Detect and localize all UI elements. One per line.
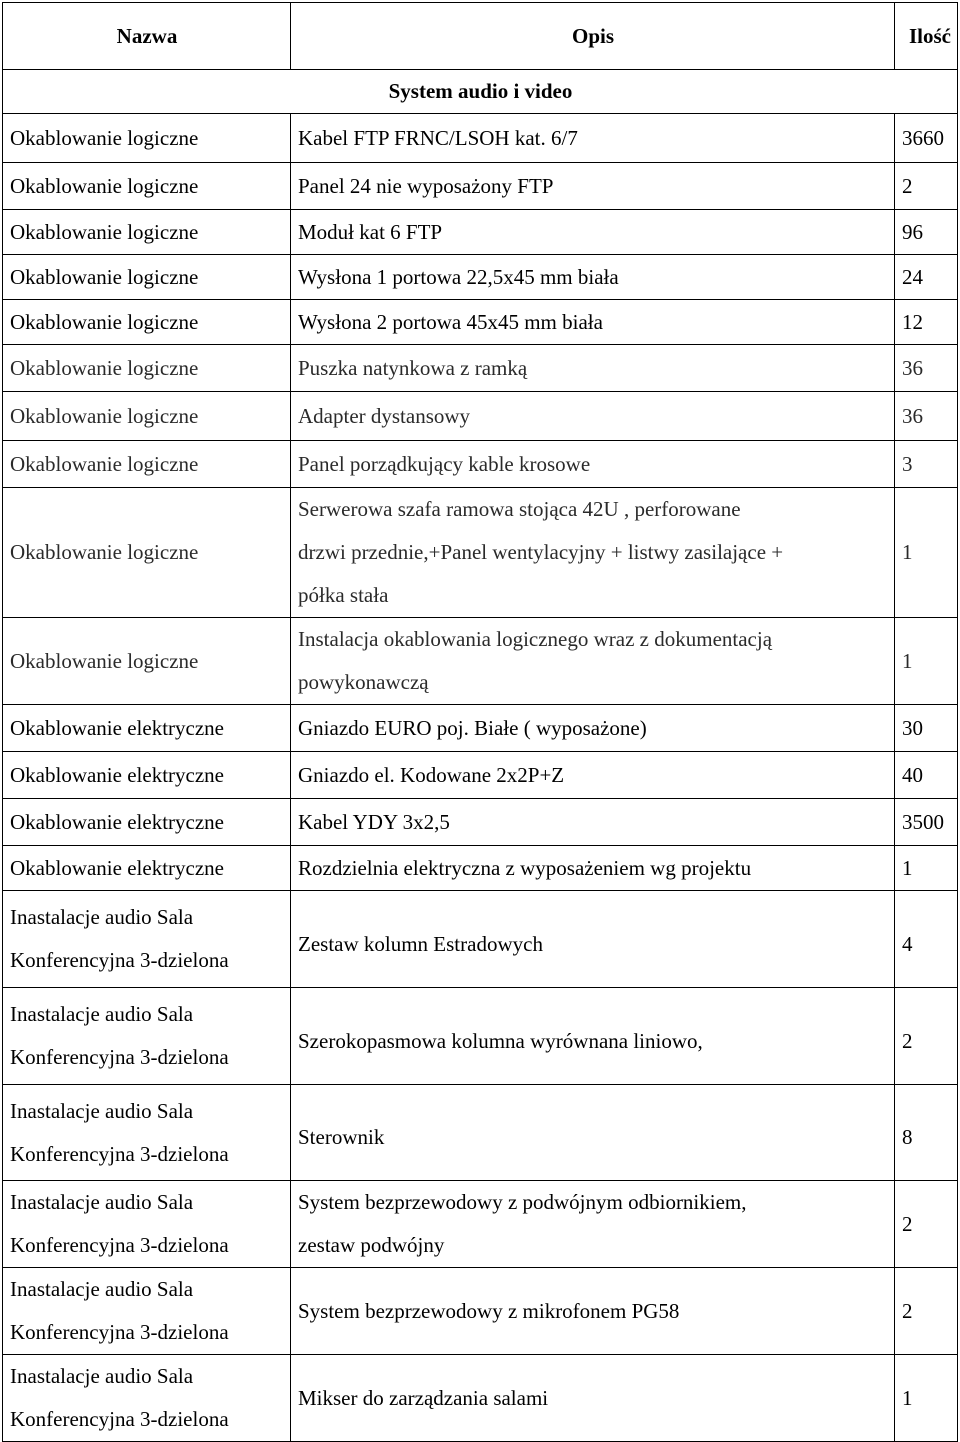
item-description <box>291 488 895 618</box>
column-header-quantity: Ilość <box>895 3 958 70</box>
item-description: Szerokopasmowa kolumna wyrównana liniowo, <box>291 988 895 1085</box>
name-line: Konferencyjna 3-dzielona <box>10 1320 229 1344</box>
item-quantity: 30 <box>895 705 958 752</box>
item-description: Mikser do zarządzania salami <box>291 1355 895 1442</box>
name-line: Inastalacje audio Sala <box>10 1098 194 1123</box>
item-quantity: 3 <box>895 441 958 488</box>
item-name <box>3 891 291 988</box>
item-name: Okablowanie logiczne <box>3 163 291 210</box>
item-quantity: 1 <box>895 488 958 618</box>
item-name: Okablowanie logiczne <box>3 255 291 300</box>
item-description: Gniazdo EURO poj. Białe ( wyposażone) <box>291 705 895 752</box>
table-row <box>3 891 958 988</box>
item-quantity: 2 <box>895 988 958 1085</box>
item-quantity: 24 <box>895 255 958 300</box>
item-name: Okablowanie logiczne <box>3 488 291 618</box>
item-quantity: 12 <box>895 300 958 345</box>
item-description: Puszka natynkowa z ramką <box>291 345 895 392</box>
item-name: Okablowanie elektryczne <box>3 799 291 846</box>
item-quantity: 4 <box>895 891 958 988</box>
item-quantity: 1 <box>895 618 958 705</box>
item-name <box>3 1268 291 1355</box>
name-line: Konferencyjna 3-dzielona <box>10 1407 229 1431</box>
name-line: Konferencyjna 3-dzielona <box>10 1045 229 1069</box>
description-line: drzwi przednie,+Panel wentylacyjny + listwy zasilające + <box>298 540 784 564</box>
item-name <box>3 1181 291 1268</box>
item-name <box>3 1085 291 1181</box>
column-header-description: Opis <box>291 3 895 70</box>
item-quantity: 1 <box>895 1355 958 1442</box>
item-description: Rozdzielnia elektryczna z wyposażeniem wg projektu <box>291 846 895 891</box>
table-row <box>3 705 958 752</box>
name-line: Inastalacje audio Sala <box>10 1277 194 1301</box>
item-description: Sterownik <box>291 1085 895 1181</box>
table-row <box>3 114 958 163</box>
item-name: Okablowanie logiczne <box>3 210 291 255</box>
item-name: Okablowanie elektryczne <box>3 705 291 752</box>
item-name: Okablowanie logiczne <box>3 345 291 392</box>
item-quantity: 40 <box>895 752 958 799</box>
item-description: System bezprzewodowy z mikrofonem PG58 <box>291 1268 895 1355</box>
item-description: Zestaw kolumn Estradowych <box>291 891 895 988</box>
name-line: Inastalacje audio Sala <box>10 1002 194 1026</box>
section-title: System audio i video <box>3 70 958 114</box>
item-description: Moduł kat 6 FTP <box>291 210 895 255</box>
name-line: Konferencyjna 3-dzielona <box>10 948 229 972</box>
header-row <box>3 3 958 70</box>
item-quantity: 3660 <box>895 114 958 163</box>
item-description: Panel porządkujący kable krosowe <box>291 441 895 488</box>
table-row <box>3 163 958 210</box>
table-row <box>3 1268 958 1355</box>
item-name: Okablowanie logiczne <box>3 300 291 345</box>
specification-table <box>2 2 958 1442</box>
item-name: Okablowanie logiczne <box>3 392 291 441</box>
name-line: Inastalacje audio Sala <box>10 1190 194 1214</box>
name-line: Inastalacje audio Sala <box>10 905 194 929</box>
table-row <box>3 441 958 488</box>
item-quantity: 2 <box>895 1268 958 1355</box>
description-line: Instalacja okablowania logicznego wraz z dokumentacją <box>298 627 773 651</box>
item-name <box>3 1355 291 1442</box>
item-description: Gniazdo el. Kodowane 2x2P+Z <box>291 752 895 799</box>
item-description: Kabel FTP FRNC/LSOH kat. 6/7 <box>291 114 895 163</box>
table-row <box>3 618 958 705</box>
item-quantity: 2 <box>895 1181 958 1268</box>
table-row <box>3 1085 958 1181</box>
name-line: Konferencyjna 3-dzielona <box>10 1233 229 1257</box>
description-line: Serwerowa szafa ramowa stojąca 42U , perforowane <box>298 497 741 521</box>
item-quantity: 2 <box>895 163 958 210</box>
item-name: Okablowanie logiczne <box>3 441 291 488</box>
item-description: Adapter dystansowy <box>291 392 895 441</box>
table-row <box>3 300 958 345</box>
description-line: powykonawczą <box>298 670 429 694</box>
item-quantity: 3500 <box>895 799 958 846</box>
item-description: Wysłona 2 portowa 45x45 mm biała <box>291 300 895 345</box>
table-row <box>3 1355 958 1442</box>
item-name <box>3 988 291 1085</box>
description-line: zestaw podwójny <box>298 1233 445 1257</box>
item-name: Okablowanie elektryczne <box>3 752 291 799</box>
item-description: Panel 24 nie wyposażony FTP <box>291 163 895 210</box>
table-row <box>3 345 958 392</box>
column-header-name: Nazwa <box>3 3 291 70</box>
name-line: Inastalacje audio Sala <box>10 1364 194 1388</box>
item-description: Wysłona 1 portowa 22,5x45 mm biała <box>291 255 895 300</box>
item-description: Kabel YDY 3x2,5 <box>291 799 895 846</box>
name-line: Konferencyjna 3-dzielona <box>10 1141 229 1166</box>
item-description <box>291 1181 895 1268</box>
description-line: System bezprzewodowy z podwójnym odbiornikiem, <box>298 1190 747 1214</box>
table-row <box>3 1181 958 1268</box>
item-quantity: 8 <box>895 1085 958 1181</box>
item-name: Okablowanie logiczne <box>3 114 291 163</box>
table-row <box>3 799 958 846</box>
item-name: Okablowanie elektryczne <box>3 846 291 891</box>
table-row <box>3 846 958 891</box>
table-row <box>3 392 958 441</box>
item-quantity: 36 <box>895 345 958 392</box>
table-row <box>3 988 958 1085</box>
item-quantity: 96 <box>895 210 958 255</box>
item-quantity: 1 <box>895 846 958 891</box>
table-row <box>3 752 958 799</box>
section-row <box>3 70 958 114</box>
item-quantity: 36 <box>895 392 958 441</box>
table-row <box>3 488 958 618</box>
item-name: Okablowanie logiczne <box>3 618 291 705</box>
table-row <box>3 255 958 300</box>
table-row <box>3 210 958 255</box>
description-line: półka stała <box>298 583 389 607</box>
item-description <box>291 618 895 705</box>
